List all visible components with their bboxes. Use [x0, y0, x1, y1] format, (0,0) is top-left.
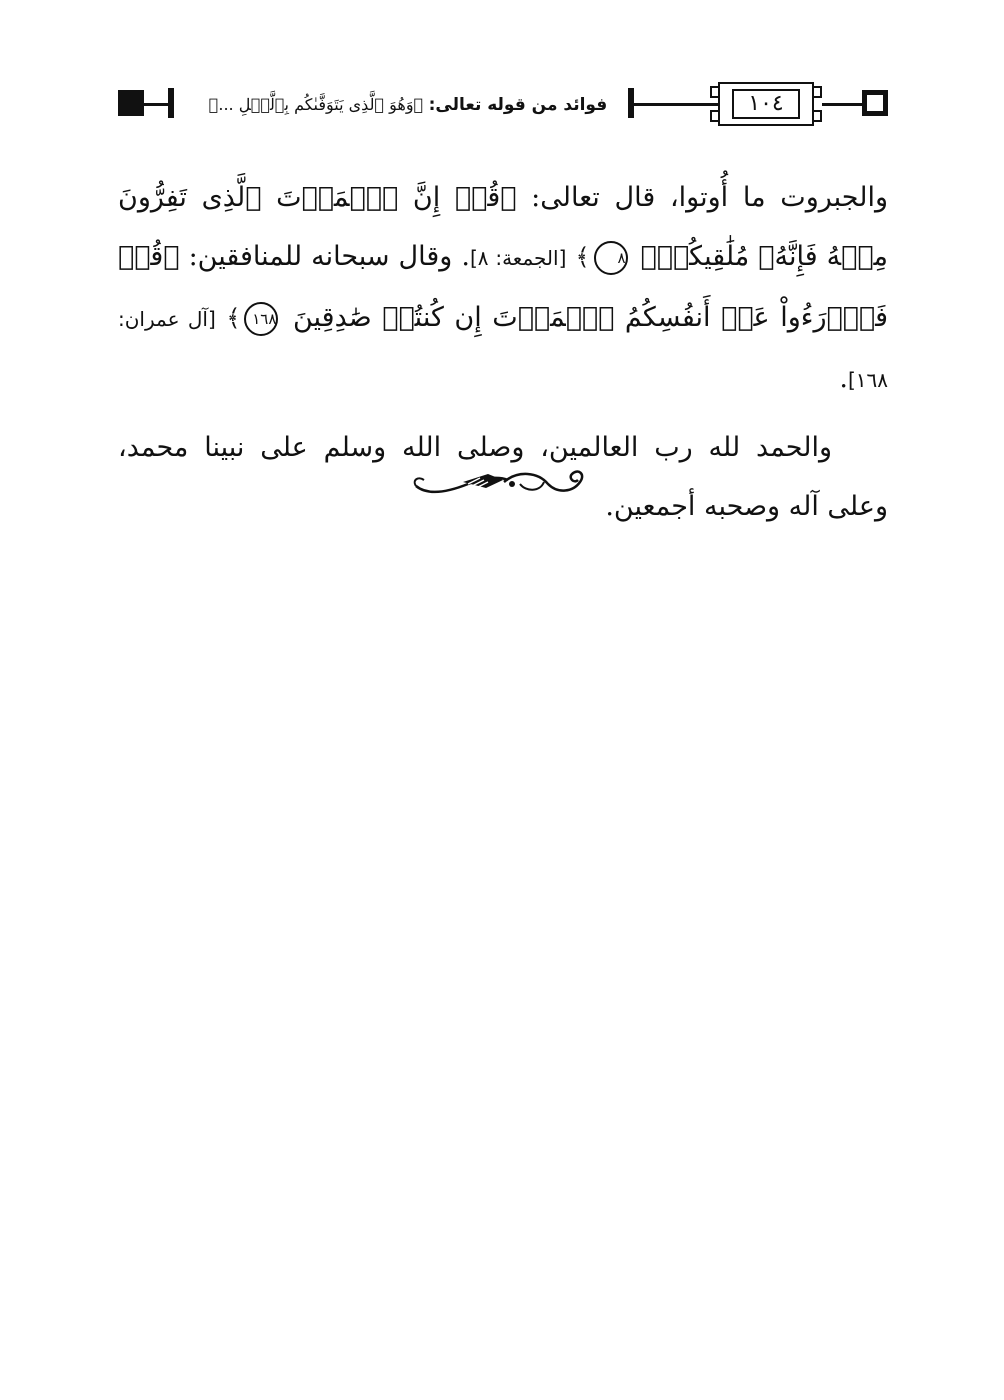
- ayah-marker-icon: ٨: [594, 241, 628, 275]
- filled-square-icon: [118, 90, 144, 116]
- quote-close-bracket: ﴾: [575, 243, 590, 271]
- header-rule-right: [822, 103, 864, 106]
- page-number-frame: [718, 82, 814, 126]
- intro-text: والجبروت ما أُوتوا، قال تعالى:: [531, 182, 888, 213]
- paragraph-quotes: [118, 168, 888, 410]
- header-rule-middle: [632, 103, 718, 106]
- page-number: ١٠٤: [748, 91, 784, 116]
- surah-reference-2: [آل عمران: ١٦٨]: [118, 307, 888, 392]
- header-bar-left: [168, 88, 174, 118]
- middle-text: . وقال سبحانه للمنافقين:: [188, 241, 470, 272]
- running-title: [188, 90, 628, 120]
- paragraph-closing: والحمد لله رب العالمين، وصلى الله وسلم على نبينا محمد، وعلى آله وصحبه أجمعين.: [118, 432, 888, 522]
- page-number-box: [710, 82, 822, 126]
- quran-quote-1: ﴿قُلۡ إِنَّ ٱلۡمَوۡتَ ٱلَّذِى تَفِرُّونَ مِنۡهُ فَإِنَّهُۥ مُلَٰقِيكُمۡۖ: [118, 182, 889, 272]
- ayah-marker-icon: ١٦٨: [244, 302, 278, 336]
- paragraph-end: .: [839, 363, 848, 394]
- page-number-inner-frame: [732, 89, 800, 119]
- header-rule-left: [142, 103, 170, 106]
- surah-reference-1: [الجمعة: ٨]: [469, 246, 567, 270]
- floral-divider-icon: [408, 462, 598, 502]
- quran-quote-2: ﴿قُلۡ فَٱدۡرَءُواْ عَنۡ أَنفُسِكُمُ ٱلۡمَوۡتَ إِن كُنتُمۡ صَٰدِقِينَ: [118, 241, 888, 333]
- running-header: [118, 82, 888, 126]
- running-title-lead: فوائد من قوله تعالى:: [428, 95, 608, 115]
- hollow-square-icon: [862, 90, 888, 116]
- quote-close-bracket: ﴾: [226, 304, 241, 332]
- running-title-verse: ﴿وَهُوَ ٱلَّذِى يَتَوَفَّىٰكُم بِٱلَّيۡلِ ...﴾: [208, 95, 424, 114]
